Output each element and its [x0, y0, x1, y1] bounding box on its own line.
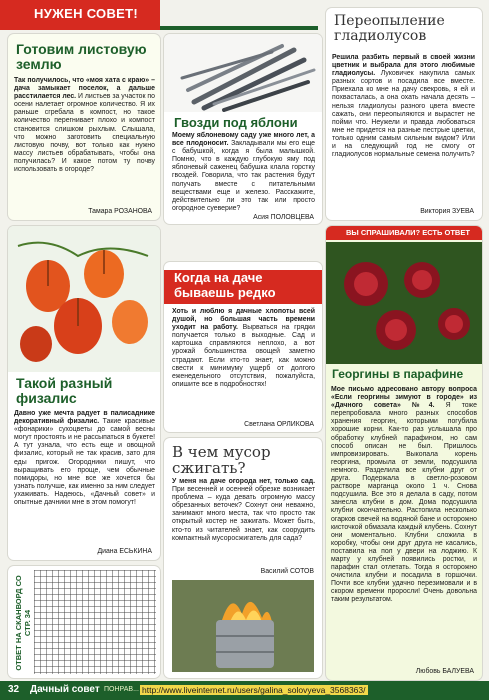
article-title: Такой разный физалис	[16, 375, 113, 406]
crossword-sidebar	[8, 566, 160, 678]
article-author: Светлана ОРЛИКОВА	[244, 421, 314, 428]
article-leaf-soil	[8, 34, 160, 220]
article-title: Когда на даче бываешь редко	[174, 270, 276, 300]
fire-barrel-illustration	[172, 580, 314, 672]
article-author: Тамара РОЗАНОВА	[88, 208, 152, 215]
article-dahlias-paraffin	[326, 226, 482, 680]
article-body	[14, 77, 155, 174]
article-text: И листьев за участок по осени налетает огромное количество. Я их раньше сгребала в компост, но такое количество перегнивает плохо и компост становится слишком рыхлым. Слышала, что можно заготовить специальную листовую почву, вот только как нужно массу листьев обрабатывать, чтобы она получилась? И какое потом ту почву использовать в огороде?	[14, 93, 155, 174]
page-number: 32	[8, 684, 20, 695]
article-text: При весенней и осенней обрезке возникает проблема – куда девать огромную массу обрезанных веточек? Сохнут они неважно, занимают много места, так что просто так открытый костер не зажигать. Может быть, кто-то из читателей знает, как соорудить компактный мусоросжигатель для сада?	[172, 486, 315, 542]
article-garbage-burn	[164, 438, 322, 678]
article-lead: Мое письмо адресовано автору вопроса «Если георгины зимуют в городе» из «Дачного совета» №4.	[331, 386, 477, 410]
dahlia-illustration	[326, 242, 482, 364]
article-body	[332, 54, 475, 159]
article-text: Такие красивые «фонарики» сухоцветы до самой весны могут простоять и не рассыпаться в букете! А тут узнала, что есть еще и овощной физалис, который не так красив, зато для еды пригож. Огородники пишут, что выращивать его проще, чем обычные помидоры, но мне все же хочется бы узнать получше, как именно за ним следует ухаживать. Надеюсь, «Дачный совет» и опытные дачники мне в этом помогут!	[14, 418, 155, 507]
article-lead: У меня на даче огорода нет, только сад.	[172, 478, 315, 485]
crossword-grid	[34, 570, 156, 674]
section-header	[0, 0, 160, 30]
article-lead: Моему яблоневому саду уже много лет, а все плодоносит.	[172, 132, 315, 148]
article-title: Переопыление гладиолусов	[334, 13, 445, 44]
article-title: В чем мусор сжигать?	[172, 443, 271, 477]
article-text: Луковичек накупила самых разных сортов и посадила все вместе. Приехала ко мне на дачу свекровь, я ей и похвасталась, а она охать начала десять – нельзя гладиолусы разного цвета вместе сажать, они переопыляются и вырастет не пойми что. Неужели и правда любоваться мне не придется на разные пестрые цветки, только одним самым сильным видом? Или и на следующий год не смогу от гладиолусов нормальные семена получить?	[332, 70, 475, 159]
nails-photo	[164, 34, 322, 112]
article-text: Вырваться на грядки получается только в выходные. Сад и картошка справляются неплохо, а вот урожай большинства овощей заметно страдают. Если кто-то знает, как можно свести к минимуму ущерб от долгого еженедельного отсутствия, пожалуйста, опишите все в подробностях!	[172, 324, 315, 388]
article-gladiolus	[326, 8, 482, 220]
article-author: Асия ПОЛОВЦЕВА	[253, 214, 314, 221]
article-text: Закладывали мы его еще с бабушкой, когда я была малышкой. Помню, что в каждую глубокую яму под яблоневый саженец бабушка клала горстку гвоздей. Говорила, что так растения будут получать вместе с питательными веществами еще и железо. Расскажите, действительно ли это так или просто огородное суеверие?	[172, 140, 316, 212]
article-author: Виктория ЗУЕВА	[420, 208, 474, 215]
article-body	[172, 308, 315, 389]
article-lead: Давно уже мечта радует в палисаднике декоративный физалис.	[14, 410, 155, 426]
crossword-label: ОТВЕТ НА СКАНВОРД СО СТР. 34	[14, 575, 32, 671]
article-body	[172, 132, 315, 213]
header-divider	[160, 26, 318, 30]
nails-illustration	[164, 34, 322, 112]
article-rare-visits	[164, 262, 322, 432]
article-body	[331, 386, 477, 605]
footer-issue: ПОНРАВ...	[104, 686, 139, 693]
article-physalis	[8, 226, 160, 560]
article-lead: Так получилось, что «моя хата с краю» – дача замыкает поселок, а дальше расстилается лес.	[14, 77, 155, 101]
article-title: Готовим листовую землю	[16, 41, 147, 72]
article-author: Любовь БАЛУЕВА	[415, 668, 474, 675]
physalis-photo	[8, 226, 160, 372]
answer-banner-label: ВЫ СПРАШИВАЛИ? ЕСТЬ ОТВЕТ	[346, 228, 470, 237]
article-nails	[164, 34, 322, 224]
article-author: Диана ЕСЬКИНА	[97, 548, 152, 555]
article-title: Гвозди под яблони	[174, 115, 298, 130]
physalis-illustration	[8, 226, 160, 372]
article-text: Я тоже перепробовала много разных способов хранения георгин, которыми погубила хорошие корни. Как-то раз услышала про обработку клубней парафином, но сам способ описан не был. Пришлось импровизировать. Выкопала корень георгина, промыла от земли, подсушила немного. Разделила все клубни друг от друга. Подержала в светло-розовом растворе марганца около 1 ч. Снова подсушила. Все это я делала в саду, потом занесла клубни в дом. Дома подсушила клубни окончательно. Растопила несколько огарков свечей на водяной бане и осторожно кисточкой обмазала каждый клубень. Сохнут они моментально. Клубни сложила в коробку, чтобы они друг друга не касались, поставила на пол у двери на лоджию. К марту у клубней появились ростки, и парафин стал отлетать. Тогда я осторожно очистила клубни и посадила в горшочки. Почти все клубни удачно перезимовали и в скором времени проросли! Очень довольна таким результатом.	[331, 402, 477, 604]
article-lead: Хоть и люблю я дачные хлопоты всей душой, но большая часть времени уходит на работу.	[172, 308, 315, 332]
article-body	[14, 410, 155, 507]
fire-barrel-photo	[172, 580, 314, 672]
watermark-link[interactable]: http://www.liveinternet.ru/users/galina_solovyeva_3568363/	[142, 685, 366, 695]
magazine-title: Дачный совет	[30, 684, 100, 695]
article-author: Василий СОТОВ	[260, 568, 314, 575]
article-title: Георгины в парафине	[332, 367, 464, 381]
section-header-label: НУЖЕН СОВЕТ!	[34, 6, 139, 21]
article-lead: Решила разбить первый в своей жизни цветник и выбрала для этого любимые гладиолусы.	[332, 54, 475, 78]
footer-bar	[0, 681, 489, 700]
article-body	[172, 478, 315, 543]
answer-banner	[326, 226, 482, 240]
dahlia-photo	[326, 242, 482, 364]
